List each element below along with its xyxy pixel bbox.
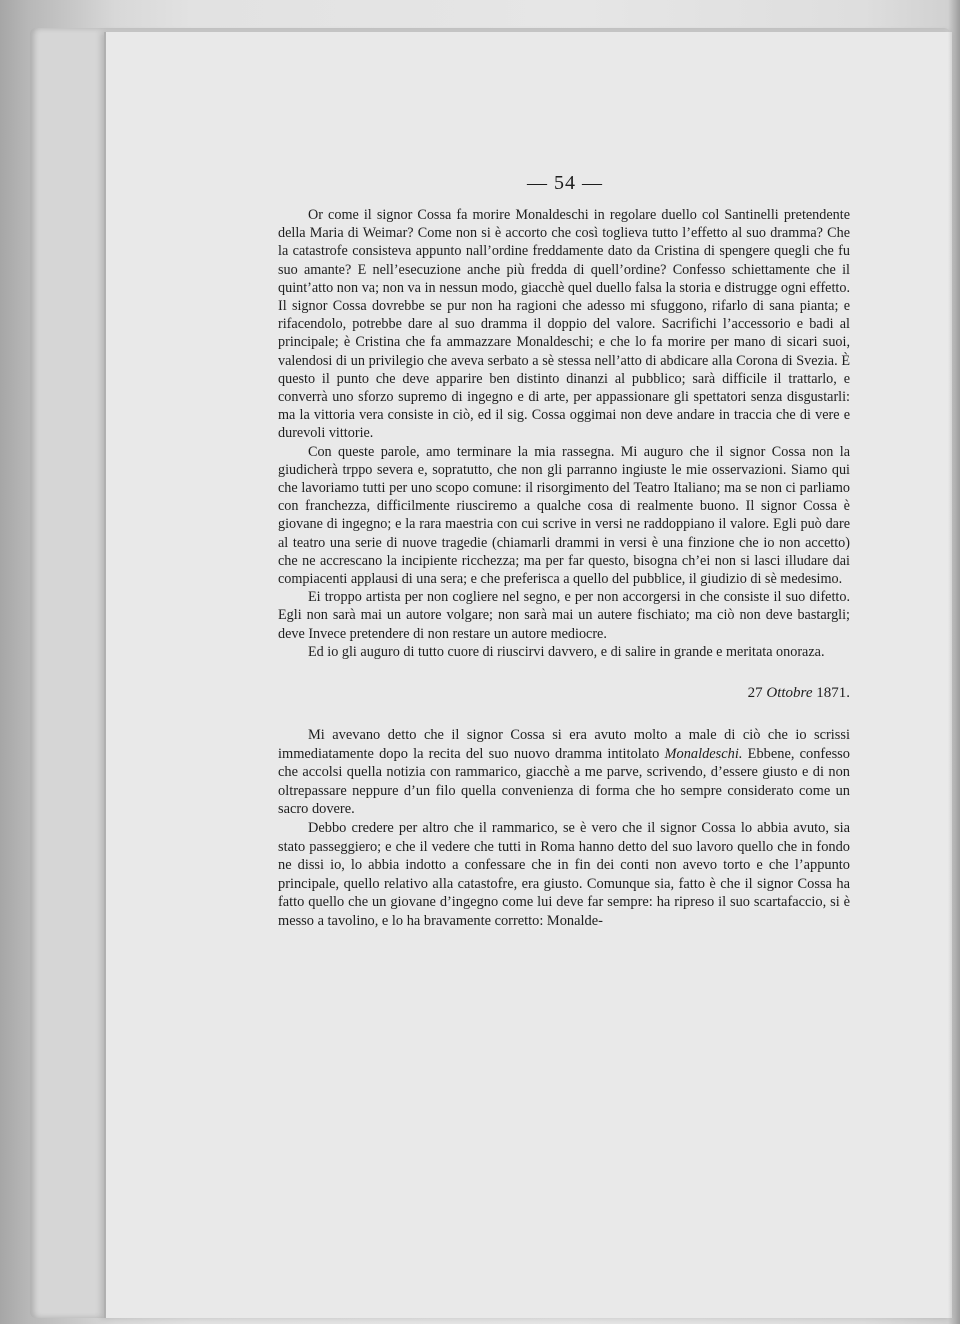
paragraph: Con queste parole, amo terminare la mia rassegna. Mi auguro che il signor Cossa non la giudicherà trppo severa e, sopratutto, che non gli parranno ingiuste le mie osservazioni. Siamo qui che lavoriamo tutti per uno scopo comune: il risorgimento del Teatro Italiano; ma se non ci parliamo con franchezza, difficilmente riusciremo a qualche cosa di realmente buono. Il signor Cossa è giovane di ingegno; e la rara maestria con cui scrive in versi ne raddoppiano il valore. Egli può dare al teatro una serie di nuove tragedie (chiamarli drammi in versi è una finzione che io non accetto) che ne accrescano la incipiente ricchezza; ma per far questo, bisogna ch’ei non si lasci illudare dai compiacenti applausi di una sera; e che preferisca a quello del pubblice, il giudizio di sè medesimo. [278,443,850,588]
paragraph: Ei troppo artista per non cogliere nel segno, e per non accorgersi in che consiste il suo difetto. Egli non sarà mai un autore volgare; non sarà mai un autere fischiato; ma ciò non deve bastargli; deve Invece pretendere di non restare un autore mediocre. [278,589,850,642]
dateline [278,685,850,702]
page-number: — 54 — [527,172,603,194]
paragraph: Debbo credere per altro che il rammarico, se è vero che il signor Cossa lo abbia avuto, sia stato passeggiero; e che il vedere che tutti in Roma hanno detto del suo lavoro quello che in fondo ne dissi io, lo abbia indotto a confessare che in fin dei conti non avevo torto e che l’appunto principale, quello relativo alla catastofre, era giusto. Comunque sia, fatto è che il signor Cossa ha fatto quello che un giovane d’ingegno come lui deve far sempre: ha ripreso il suo scartafaccio, si è messo a tavolino, e lo ha bravamente corretto: Monalde- [278,820,850,930]
edge-shadow [948,0,960,1324]
body-text [278,206,850,931]
play-title: Monaldeschi. [664,745,743,762]
date-month: Ottobre [766,685,813,702]
article-followup [278,726,850,931]
article-review-conclusion [278,206,850,661]
paragraph [278,726,850,819]
date-day: 27 [747,685,763,702]
paragraph-text: Ebbene, confesso che accolsi quella notizia con rammarico, giacchè a me parve, scrivendo, d’essere giusto e di non oltrepassare neppure d’un filo quella convenienza di forma che ho sempre considerato come un sacro dovere. [278,745,850,818]
paragraph: Or come il signor Cossa fa morire Monaldeschi in regolare duello col Santinelli pretendente della Maria di Weimar? Come non si è accorto che così toglieva tutto l’effetto al suo dramma? Che la catastrofe consisteva appunto nall’ordine freddamente dato da Cristina di spengere quegli che fu suo amante? E nell’esecuzione anche più fredda di quell’ordine? Confesso schiettamente che il quint’atto non va; non va in nessun modo, giacchè quel duello falsa la storia e distrugge ogni effetto. Il signor Cossa dovrebbe se pur non ha ragioni che adesso mi sfuggono, rifarlo di sana pianta; e rifacendolo, potrebbe dare al suo dramma il doppio del valore. Sacrifichi l’accessorio e badi al principale; è Cristina che fa ammazzare Monaldeschi; e che lo fa morire per mano di sicari suoi, valendosi di un privilegio che aveva serbato a sè stessa nell’atto di abdicare alla Corona di Svezia. È questo il punto che deve apparire ben distinto dinanzi al pubblico; sarà difficile il trattarlo, e converrà uno sforzo supremo di ingegno e di arte, per appassionare gli spettatori senza disgustarli: ma la vittoria vera consiste in ciò, ed il sig. Cossa oggimai non deve andare in traccia che di vere e durevoli vittorie. [278,207,850,442]
date-year: 1871. [816,685,850,702]
paragraph-text: Mi avevano detto che il signor Cossa si era avuto molto a male di ciò che io scrissi immediatamente dopo la recita del suo nuovo dramma intitolato [278,727,850,762]
paragraph: Ed io gli auguro di tutto cuore di riuscirvi davvero, e di salire in grande e meritata onoraza. [308,643,825,660]
